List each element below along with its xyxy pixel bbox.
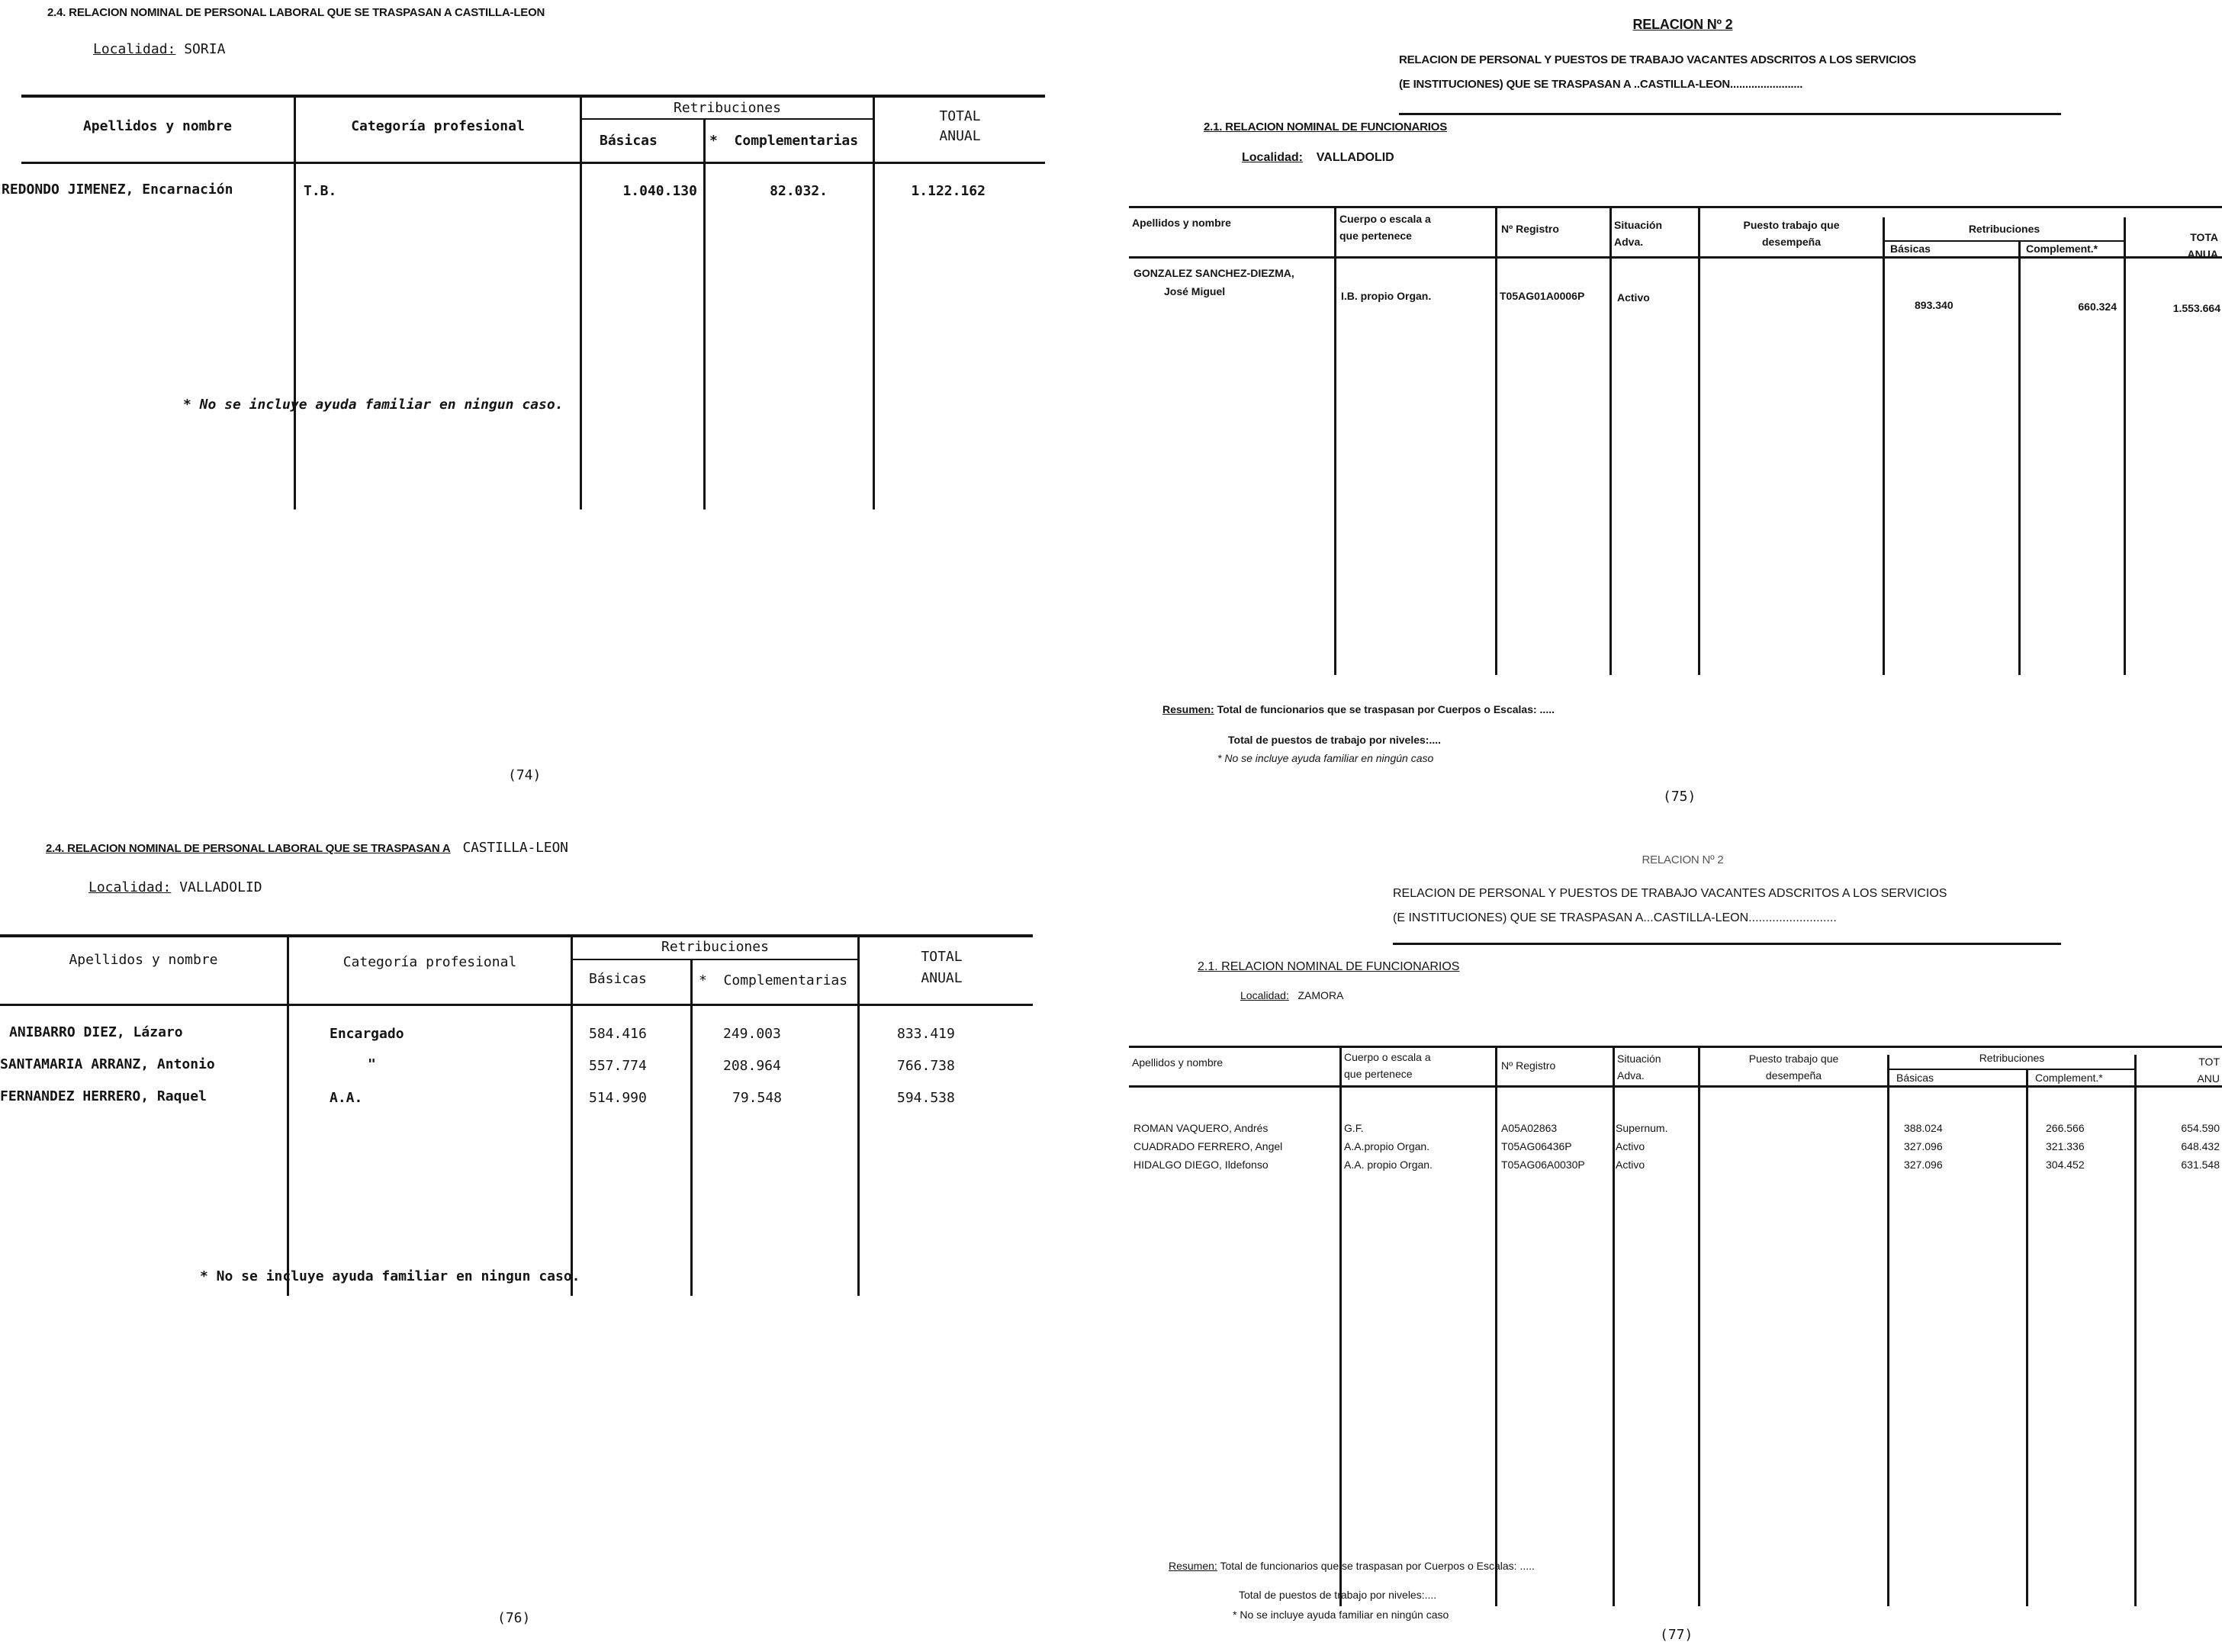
header-line1: RELACION DE PERSONAL Y PUESTOS DE TRABAJO VACANTES ADSCRITOS A LOS SERVICIOS: [1393, 887, 1947, 900]
resumen-line2: Total de puestos de trabajo por niveles:....: [1239, 1589, 1437, 1601]
col-header-retribuciones: Retribuciones: [1979, 1052, 2045, 1064]
footnote-mark: *: [709, 133, 718, 149]
cell-basicas: 1.040.130: [622, 183, 697, 199]
localidad-row: [88, 879, 262, 895]
puesto-line1: Puesto trabajo que: [1748, 1053, 1839, 1065]
page-75: [1111, 0, 2222, 826]
cell-basicas: 327.096: [1904, 1159, 1943, 1171]
header-line2: (E INSTITUCIONES) QUE SE TRASPASAN A...CASTILLA-LEON..........................: [1393, 911, 1837, 924]
cell-total: 648.432: [2181, 1140, 2220, 1152]
localidad-label: Localidad:: [1242, 151, 1304, 164]
col-header-complementarias: [699, 972, 847, 988]
page-76: [0, 826, 1111, 1652]
cell-situacion: Activo: [1616, 1140, 1645, 1152]
cuerpo-line2: que pertenece: [1339, 230, 1412, 242]
cell-cuerpo: A.A.propio Organ.: [1344, 1140, 1430, 1152]
cell-complement: 304.452: [2046, 1159, 2085, 1171]
cell-nombre: HIDALGO DIEGO, Ildefonso: [1134, 1159, 1269, 1171]
localidad-row: [93, 41, 225, 57]
cell-basicas: 893.340: [1915, 299, 1953, 311]
page-number: (77): [1660, 1627, 1693, 1643]
col-header-basicas: Básicas: [600, 133, 658, 149]
cell-categoria: T.B.: [304, 183, 337, 199]
col-header-total: [2140, 1053, 2220, 1087]
localidad-label: Localidad:: [1240, 989, 1289, 1001]
cell-categoria: ": [368, 1056, 376, 1072]
cell-basicas: 327.096: [1904, 1140, 1943, 1152]
page-number: (75): [1663, 789, 1696, 805]
cell-registro: T05AG06436P: [1501, 1140, 1572, 1152]
localidad-value: VALLADOLID: [1316, 151, 1394, 164]
puesto-line2: desempeña: [1761, 236, 1822, 248]
total-line2: ANUAL: [921, 970, 963, 986]
cell-total: 594.538: [897, 1090, 955, 1106]
cell-situacion: Activo: [1617, 291, 1650, 304]
situacion-line2: Adva.: [1617, 1069, 1645, 1082]
localidad-value: SORIA: [184, 41, 226, 57]
total-line1: TOTA: [2190, 231, 2218, 243]
cell-registro: T05AG01A0006P: [1500, 290, 1585, 302]
cell-total: 766.738: [897, 1058, 955, 1074]
cell-total: 1.122.162: [911, 183, 986, 199]
total-line2: ANUA: [2187, 248, 2218, 260]
cuerpo-line1: Cuerpo o escala a: [1344, 1051, 1431, 1063]
col-header-puesto: [1700, 1050, 1887, 1084]
section-heading: [46, 840, 568, 856]
puesto-line2: desempeña: [1765, 1069, 1822, 1082]
cell-basicas: 514.990: [589, 1090, 647, 1106]
relacion-title: RELACION Nº 2: [1642, 853, 1724, 866]
col-header-apellidos: Apellidos y nombre: [1132, 217, 1231, 229]
page-74: [0, 0, 1111, 826]
complementarias-label: Complementarias: [734, 133, 859, 149]
page-number: (76): [497, 1610, 531, 1626]
cell-total: 1.553.664: [2172, 302, 2220, 314]
cell-complementarias: 82.032.: [770, 183, 828, 199]
resumen-line1: [1162, 703, 1555, 715]
total-line1: TOTAL: [921, 949, 963, 965]
localidad-row: [1242, 151, 1394, 165]
total-line2: ANU: [2197, 1072, 2220, 1085]
cell-cuerpo: G.F.: [1344, 1122, 1364, 1134]
col-header-cuerpo: [1339, 211, 1431, 244]
col-header-cuerpo: [1344, 1049, 1431, 1082]
nombre-line1: GONZALEZ SANCHEZ-DIEZMA,: [1134, 267, 1294, 279]
relacion-title: RELACION Nº 2: [1632, 17, 1733, 32]
cell-registro: T05AG06A0030P: [1501, 1159, 1585, 1171]
resumen-line2: Total de puestos de trabajo por niveles:....: [1228, 734, 1442, 746]
col-header-basicas: Básicas: [1890, 243, 1931, 255]
situacion-line1: Situación: [1614, 219, 1663, 231]
col-header-total: [2133, 229, 2218, 262]
col-header-complement: Complement.*: [2026, 243, 2098, 255]
situacion-line1: Situación: [1617, 1053, 1661, 1065]
cell-total: 654.590: [2181, 1122, 2220, 1134]
col-header-categoria: Categoría profesional: [342, 954, 517, 970]
header-line1: RELACION DE PERSONAL Y PUESTOS DE TRABAJO VACANTES ADSCRITOS A LOS SERVICIOS: [1399, 53, 1916, 66]
page-77: [1111, 826, 2222, 1652]
cell-nombre: ROMAN VAQUERO, Andrés: [1134, 1122, 1269, 1134]
localidad-row: [1240, 989, 1343, 1001]
col-header-categoria: Categoría profesional: [351, 118, 525, 134]
col-header-situacion: [1614, 217, 1662, 250]
col-header-basicas: Básicas: [589, 971, 647, 987]
cell-complementarias: 249.003: [723, 1026, 781, 1042]
footnote: * No se incluye ayuda familiar en ningun caso.: [183, 397, 564, 413]
heading-text: 2.4. RELACION NOMINAL DE PERSONAL LABORAL QUE SE TRASPASAN A: [46, 842, 451, 855]
cell-cuerpo: A.A. propio Organ.: [1344, 1159, 1433, 1171]
cell-situacion: Activo: [1616, 1159, 1645, 1171]
col-header-puesto: [1700, 217, 1883, 250]
col-header-registro: Nº Registro: [1501, 223, 1559, 235]
section-heading: 2.1. RELACION NOMINAL DE FUNCIONARIOS: [1198, 960, 1460, 973]
localidad-value: ZAMORA: [1298, 989, 1344, 1001]
col-header-complement: Complement.*: [2035, 1072, 2103, 1084]
cell-complement: 266.566: [2046, 1122, 2085, 1134]
total-line1: TOT: [2198, 1056, 2220, 1068]
cuerpo-line2: que pertenece: [1344, 1068, 1413, 1080]
total-line2: ANUAL: [939, 128, 981, 144]
col-header-registro: Nº Registro: [1501, 1059, 1556, 1072]
cell-total: 833.419: [897, 1026, 955, 1042]
col-header-total: [875, 107, 1045, 146]
complementarias-label: Complementarias: [723, 972, 848, 988]
col-header-basicas: Básicas: [1896, 1072, 1934, 1084]
col-header-retribuciones: Retribuciones: [674, 100, 781, 116]
cell-nombre: ANIBARRO DIEZ, Lázaro: [9, 1024, 183, 1040]
col-header-apellidos: Apellidos y nombre: [1132, 1056, 1224, 1069]
resumen-label: Resumen:: [1162, 703, 1214, 715]
section-heading: 2.1. RELACION NOMINAL DE FUNCIONARIOS: [1204, 121, 1448, 133]
footnote: * No se incluye ayuda familiar en ningún caso: [1233, 1609, 1449, 1621]
cell-nombre: SANTAMARIA ARRANZ, Antonio: [0, 1056, 215, 1072]
resumen-text: Total de funcionarios que se traspasan por Cuerpos o Escalas: .....: [1220, 1560, 1535, 1572]
cell-complementarias: 208.964: [723, 1058, 781, 1074]
cell-complementarias: 79.548: [732, 1090, 783, 1106]
cell-basicas: 557.774: [589, 1058, 647, 1074]
cell-complement: 321.336: [2046, 1140, 2085, 1152]
cuerpo-line1: Cuerpo o escala a: [1339, 213, 1431, 225]
resumen-label: Resumen:: [1169, 1560, 1217, 1572]
cell-basicas: 584.416: [589, 1026, 647, 1042]
col-header-apellidos: Apellidos y nombre: [69, 952, 218, 968]
cell-situacion: Supernum.: [1616, 1122, 1668, 1134]
footnote-mark: *: [699, 972, 707, 988]
footnote: * No se incluye ayuda familiar en ningún caso: [1217, 752, 1434, 764]
cell-nombre: FERNANDEZ HERRERO, Raquel: [0, 1088, 207, 1104]
situacion-line2: Adva.: [1614, 236, 1644, 248]
total-line1: TOTAL: [939, 108, 981, 124]
cell-basicas: 388.024: [1904, 1122, 1943, 1134]
col-header-retribuciones: Retribuciones: [661, 939, 769, 955]
cell-complement: 660.324: [2078, 301, 2117, 313]
cell-nombre: [1134, 264, 1294, 301]
localidad-label: Localidad:: [88, 879, 172, 895]
cell-categoria: A.A.: [330, 1090, 363, 1106]
col-header-retribuciones: Retribuciones: [1968, 223, 2040, 235]
cell-nombre: CUADRADO FERRERO, Angel: [1134, 1140, 1283, 1152]
localidad-value: VALLADOLID: [179, 879, 262, 895]
footnote: * No se incluye ayuda familiar en ningun caso.: [200, 1268, 580, 1284]
col-header-apellidos: Apellidos y nombre: [82, 118, 233, 134]
cell-total: 631.548: [2181, 1159, 2220, 1171]
resumen-row: [1169, 1560, 1535, 1572]
heading-place: CASTILLA-LEON: [462, 840, 568, 856]
cell-categoria: Encargado: [330, 1026, 404, 1042]
nombre-line2: José Miguel: [1164, 285, 1226, 297]
page-number: (74): [508, 767, 542, 783]
cell-cuerpo: I.B. propio Organ.: [1341, 290, 1432, 302]
col-header-complementarias: [709, 133, 858, 149]
cell-nombre: REDONDO JIMENEZ, Encarnación: [2, 182, 233, 198]
header-line2: (E INSTITUCIONES) QUE SE TRASPASAN A ..CASTILLA-LEON........................: [1399, 78, 1803, 91]
puesto-line1: Puesto trabajo que: [1743, 219, 1840, 231]
section-heading: 2.4. RELACION NOMINAL DE PERSONAL LABORAL QUE SE TRASPASAN A CASTILLA-LEON: [47, 6, 545, 19]
localidad-label: Localidad:: [93, 41, 176, 57]
col-header-situacion: [1617, 1050, 1661, 1084]
col-header-total: [860, 947, 1024, 989]
cell-registro: A05A02863: [1501, 1122, 1558, 1134]
resumen-text: Total de funcionarios que se traspasan por Cuerpos o Escalas: .....: [1217, 703, 1555, 715]
